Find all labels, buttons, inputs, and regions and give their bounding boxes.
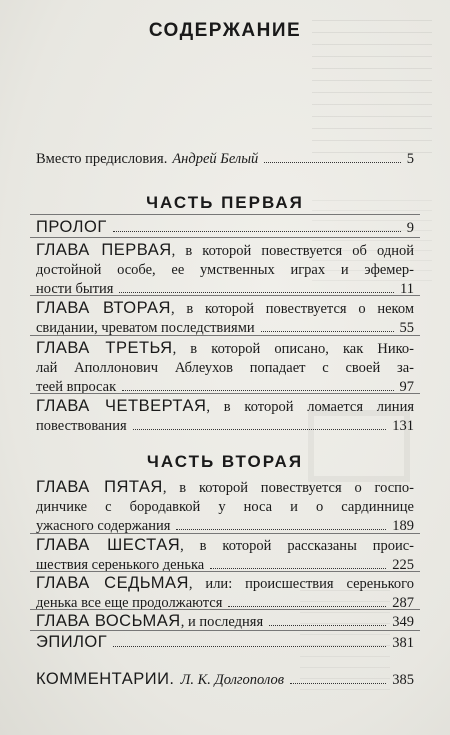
divider [30, 393, 420, 394]
entry-caps: ГЛАВА СЕДЬМАЯ [36, 574, 189, 592]
entry-caps: ГЛАВА ЧЕТВЕРТАЯ [36, 397, 207, 415]
toc-entry-chapter-2[interactable] [36, 299, 414, 338]
entry-caps: ГЛАВА ВТОРАЯ [36, 299, 171, 317]
entry-text: свидании, чреватом последствиями [36, 320, 255, 336]
toc-entry-foreword[interactable] [36, 150, 414, 169]
dot-leader [228, 606, 386, 607]
toc-entry-prolog[interactable] [36, 218, 414, 238]
toc-entry-chapter-5[interactable] [36, 478, 414, 536]
page-number: 287 [392, 595, 414, 611]
toc-entry-chapter-1[interactable] [36, 241, 414, 299]
dot-leader [264, 162, 400, 163]
divider [30, 571, 420, 572]
page-number: 349 [392, 614, 414, 630]
dot-leader [122, 390, 393, 391]
entry-text: , в которой повествуется о госпо- [162, 480, 414, 496]
entry-text: , или: происшествия серенького [188, 576, 414, 592]
dot-leader [269, 625, 386, 626]
dot-leader [133, 429, 387, 430]
entry-caps: ГЛАВА ПЯТАЯ [36, 478, 163, 496]
entry-text: динчике с бородавкой у носа и о сардиннице [36, 499, 414, 515]
entry-text: денька все еще продолжаются [36, 595, 223, 611]
entry-text: ужасного содержания [36, 518, 171, 534]
toc-entry-chapter-3[interactable] [36, 339, 414, 397]
page-number: 385 [392, 672, 414, 688]
foreword-author: Андрей Белый [172, 151, 259, 167]
entry-text: повествования [36, 418, 127, 434]
part-heading-2: ЧАСТЬ ВТОРАЯ [146, 452, 304, 471]
dot-leader [290, 683, 386, 684]
commentary-author: Л. К. Долгополов [180, 672, 284, 688]
toc-entry-chapter-6[interactable] [36, 536, 414, 575]
dot-leader [113, 231, 401, 232]
entry-text: , в которой описано, как Нико- [172, 341, 415, 357]
page-title: СОДЕРЖАНИЕ [148, 20, 302, 41]
entry-text: , в которой ломается линия [206, 399, 414, 415]
page-number: 225 [392, 557, 414, 573]
entry-text: шествия серенького денька [36, 557, 205, 573]
page-number: 131 [392, 418, 414, 434]
divider [30, 214, 420, 215]
dot-leader [176, 529, 386, 530]
page-number: 55 [399, 320, 414, 336]
toc-entry-commentary[interactable] [36, 670, 414, 690]
page-number: 5 [406, 151, 414, 167]
foreword-text: Вместо предисловия. [36, 151, 168, 167]
entry-caps: ГЛАВА ШЕСТАЯ [36, 536, 181, 554]
dot-leader [210, 568, 386, 569]
entry-text: лай Аполлонович Аблеухов попадает с своей за- [36, 360, 414, 376]
page-number: 189 [392, 518, 414, 534]
divider [30, 609, 420, 610]
toc-entry-chapter-4[interactable] [36, 397, 414, 436]
entry-text: , в которой повествуется об одной [171, 243, 414, 259]
toc-entry-chapter-7[interactable] [36, 574, 414, 613]
entry-text: ности бытия [36, 281, 114, 297]
page-number: 97 [399, 379, 414, 395]
toc-entry-epilog[interactable] [36, 633, 414, 653]
page-number: 381 [392, 635, 414, 651]
entry-text: теей впросак [36, 379, 117, 395]
dot-leader [113, 646, 386, 647]
entry-caps: ГЛАВА ВОСЬМАЯ [36, 612, 181, 630]
entry-caps: ГЛАВА ТРЕТЬЯ [36, 339, 173, 357]
divider [30, 630, 420, 631]
entry-caps: ГЛАВА ПЕРВАЯ [36, 241, 172, 259]
divider [30, 335, 420, 336]
part-heading-1: ЧАСТЬ ПЕРВАЯ [146, 193, 304, 212]
entry-text: достойной особе, ее умственных играх и эфемер- [36, 262, 414, 278]
entry-caps: ЭПИЛОГ [36, 633, 108, 651]
dot-leader [119, 292, 394, 293]
divider [30, 295, 420, 296]
divider [30, 237, 420, 238]
dot-leader [261, 331, 394, 332]
toc-entry-chapter-8[interactable] [36, 612, 414, 632]
entry-text: , и последняя [180, 614, 264, 630]
entry-text: , в которой рассказаны проис- [180, 538, 414, 554]
divider [30, 533, 420, 534]
entry-caps: КОММЕНТАРИИ. [36, 670, 175, 688]
entry-text: , в которой повествуется о неком [170, 301, 414, 317]
page-number: 9 [406, 220, 414, 236]
page-number: 11 [400, 281, 414, 297]
entry-caps: ПРОЛОГ [36, 218, 107, 236]
